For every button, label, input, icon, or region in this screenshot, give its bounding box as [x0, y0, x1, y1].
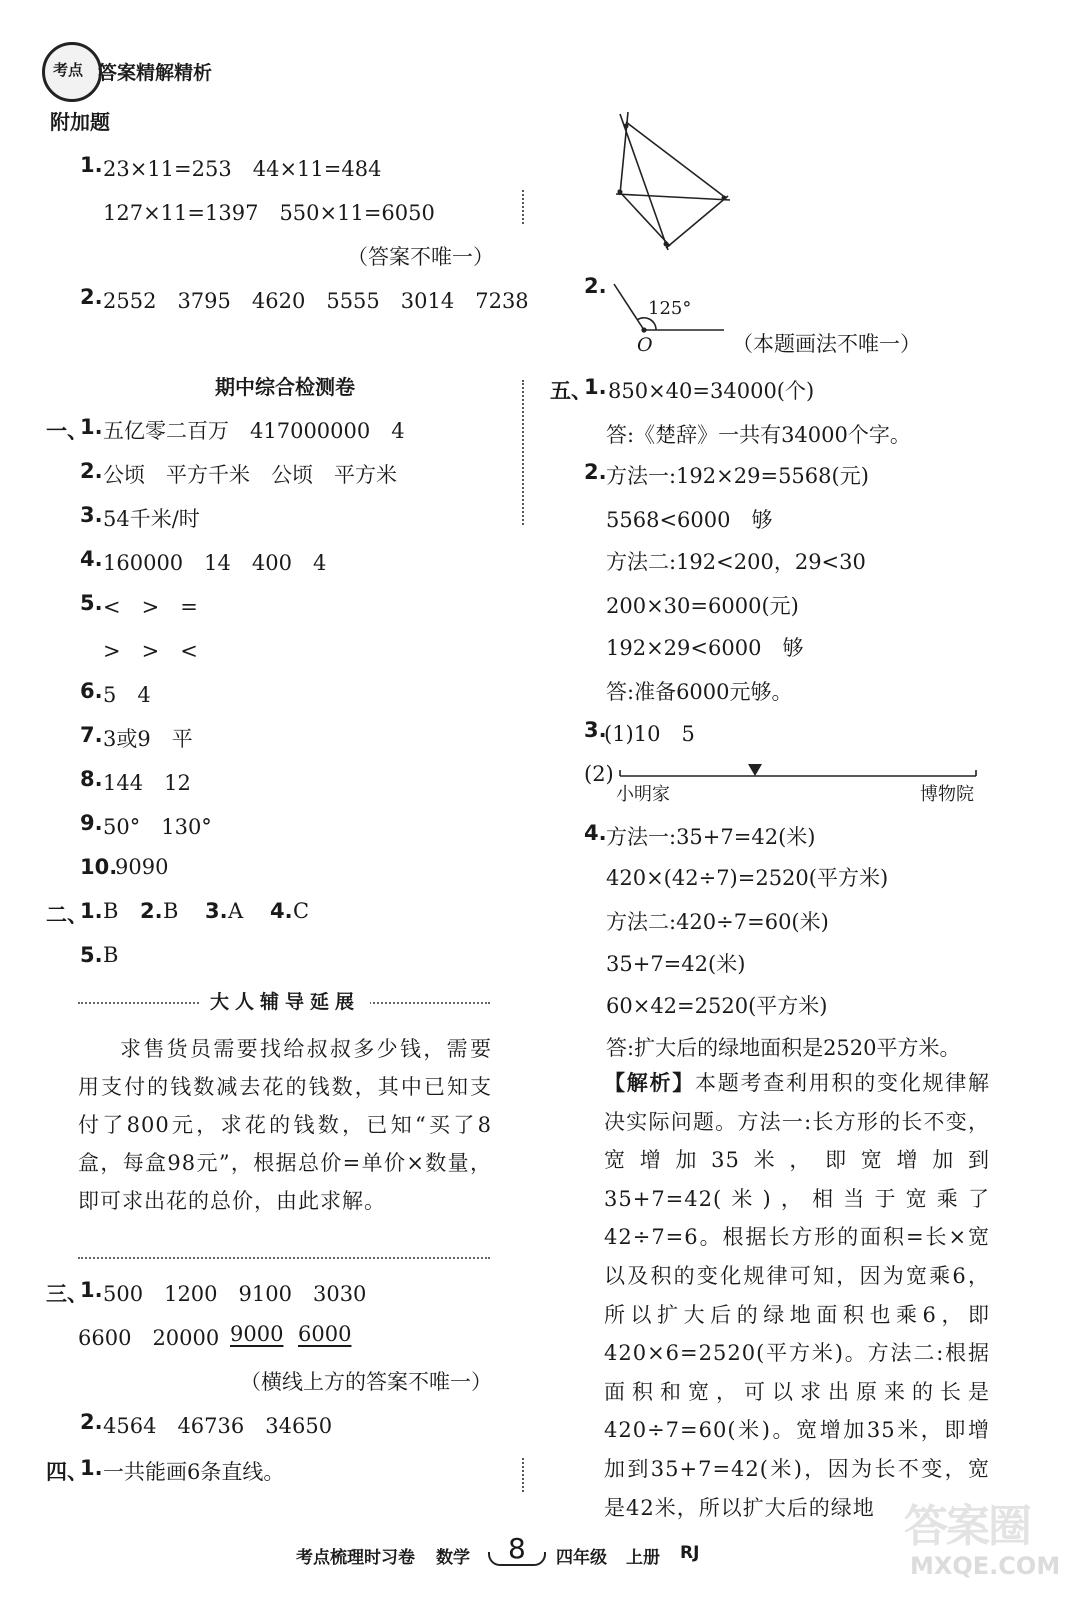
section3-label: 三、	[46, 1282, 88, 1306]
r5-q2-line: 方法一:192×29=5568(元)	[606, 464, 869, 488]
extra-heading: 附加题	[50, 110, 110, 134]
section1-label: 一、	[46, 419, 88, 443]
s3-q2-label: 2.	[80, 1410, 103, 1434]
map-left-label: 小明家	[616, 784, 670, 805]
s3-q1-underlined-2: 6000	[298, 1322, 352, 1346]
s1-num: 3.	[80, 503, 103, 527]
map-right-label: 博物院	[920, 784, 974, 805]
r5-q3-line1: (1)10 5	[604, 722, 695, 746]
section5-label: 五、	[550, 379, 592, 403]
s1-answer: 五亿零二百万 417000000 4	[103, 419, 405, 443]
s3-q1-line2: 6600 20000	[78, 1326, 220, 1350]
angle-note: （本题画法不唯一）	[732, 332, 921, 356]
s1-answer: 公顷 平方千米 公顷 平方米	[103, 463, 397, 487]
extra-q2-label: 2.	[80, 285, 103, 309]
r5-q4-line: 方法二:420÷7=60(米)	[606, 910, 829, 934]
s2-num: 5.	[80, 943, 103, 967]
s1-num: 4.	[80, 547, 103, 571]
s2-num: 4.	[270, 899, 293, 923]
r5-q1-line: 答:《楚辞》一共有34000个字。	[606, 423, 911, 447]
r5-q4-line: 420×(42÷7)=2520(平方米)	[606, 866, 889, 890]
extra-q1-label: 1.	[80, 153, 103, 177]
analysis-block	[604, 1064, 990, 1527]
s1-answer: < > =	[103, 595, 198, 619]
s3-q2-values: 4564 46736 34650	[103, 1414, 333, 1438]
r5-q2-label: 2.	[584, 460, 607, 484]
s1-num: 10.	[80, 855, 118, 879]
watermark	[900, 1490, 1061, 1590]
s1-answer: 3或9 平	[103, 727, 193, 751]
s4-q1-label: 1.	[80, 1456, 103, 1480]
s1-answer: 144 12	[103, 771, 191, 795]
s1-answer: 5 4	[103, 683, 151, 707]
s1-num: 7.	[80, 723, 103, 747]
footer-edition: RJ	[680, 1543, 700, 1563]
s1-num: 5.	[80, 591, 103, 615]
column-divider-main	[522, 380, 524, 525]
footer-grade: 四年级	[556, 1548, 607, 1568]
s2-answer: C	[293, 899, 310, 923]
s1-num: 2.	[80, 459, 103, 483]
r5-q1-label: 1.	[584, 375, 607, 399]
r5-q2-line: 答:准备6000元够。	[606, 680, 793, 704]
r5-q3-sub2: (2)	[584, 762, 614, 786]
s2-answer: B	[163, 899, 179, 923]
r5-q4-line: 35+7=42(米)	[606, 952, 746, 976]
ext-title: 大人辅导延展	[200, 987, 370, 1014]
s1-answer: 9090	[115, 855, 169, 879]
s3-q1-line1: 500 1200 9100 3030	[103, 1282, 367, 1306]
r5-q4-label: 4.	[584, 821, 607, 845]
logo-badge	[42, 42, 102, 102]
column-divider-bottom	[522, 1458, 524, 1492]
r5-q2-line: 200×30=6000(元)	[606, 594, 799, 618]
r5-q2-line: 5568<6000 够	[606, 508, 773, 532]
s3-q1-label: 1.	[80, 1278, 103, 1302]
r5-q4-line: 答:扩大后的绿地面积是2520平方米。	[606, 1036, 961, 1060]
r-q2-label: 2.	[584, 274, 607, 298]
extra-q1-note: （答案不唯一）	[347, 245, 494, 269]
s1-num: 6.	[80, 679, 103, 703]
r5-q2-line: 192×29<6000 够	[606, 636, 804, 660]
s2-num: 1.	[80, 899, 103, 923]
r5-q1-line: 850×40=34000(个)	[608, 379, 815, 403]
section4-label: 四、	[46, 1460, 88, 1484]
analysis-text: 本题考查利用积的变化规律解决实际问题。方法一:长方形的长不变，宽增加35米，即宽增加到35+7=42(米)，相当于宽乘了42÷7=6。根据长方形的面积=长×宽以及积的变化规律可知，因为宽乘6，所以扩大后的绿地面积也乘6，即420×6=2520(平方米)。方法二:根据面积和宽，可以求出原来的长是420÷7=60(米)。宽增加35米，即增加到35+7=42(米)，因为长不变，宽是42米，所以扩大后的绿地	[604, 1071, 990, 1520]
header-title: 答案精解精析	[98, 62, 213, 84]
triangle-diagram	[600, 108, 740, 254]
watermark-logo: 答案圈	[904, 1501, 1030, 1552]
extra-q2-values: 2552 3795 4620 5555 3014 7238	[103, 289, 529, 313]
s1-answer: 160000 14 400 4	[103, 551, 327, 575]
angle-label: 125°	[648, 298, 692, 319]
s1-num: 9.	[80, 811, 103, 835]
s1-num: 8.	[80, 767, 103, 791]
r5-q3-label: 3.	[584, 718, 607, 742]
s1-num: 1.	[80, 415, 103, 439]
s2-answer: B	[103, 943, 119, 967]
s3-note: （横线上方的答案不唯一）	[240, 1370, 492, 1394]
r5-q2-line: 方法二:192<200，29<30	[606, 550, 866, 574]
midterm-heading: 期中综合检测卷	[215, 375, 355, 399]
s1-answer: 50° 130°	[103, 815, 212, 839]
s1-answer: 54千米/时	[103, 507, 200, 531]
s3-q1-underlined-1: 9000	[230, 1322, 284, 1346]
section2-label: 二、	[46, 903, 88, 927]
s1-answer: > > <	[103, 639, 198, 663]
extra-q1-line1: 23×11=253 44×11=484	[103, 157, 382, 181]
footer-subject: 数学	[436, 1548, 470, 1568]
watermark-url: MXQE.COM	[910, 1552, 1061, 1580]
analysis-tag: 【解析】	[604, 1071, 695, 1095]
distance-line	[614, 760, 984, 782]
ext-bottom-rule	[78, 1257, 490, 1259]
logo-text: 考点	[53, 61, 84, 79]
s2-answer: A	[228, 899, 244, 923]
r5-q4-line: 方法一:35+7=42(米)	[606, 825, 816, 849]
column-divider-top	[522, 190, 524, 224]
ext-text: 求售货员需要找给叔叔多少钱，需要用支付的钱数减去花的钱数，其中已知支付了800元，求花的钱数，已知“买了8盒，每盒98元”，根据总价=单价×数量，即可求出花的总价，由此求解。	[78, 1037, 492, 1213]
origin-label: O	[637, 334, 653, 356]
s2-num: 2.	[140, 899, 163, 923]
s4-q1-answer: 一共能画6条直线。	[103, 1460, 285, 1484]
s2-answer: B	[103, 899, 119, 923]
extra-q1-line2: 127×11=1397 550×11=6050	[103, 201, 435, 225]
r5-q4-line: 60×42=2520(平方米)	[606, 994, 828, 1018]
footer-book: 考点梳理时习卷	[296, 1548, 415, 1568]
footer-page-number: 8	[508, 1532, 526, 1565]
footer-term: 上册	[626, 1548, 660, 1568]
s2-num: 3.	[205, 899, 228, 923]
